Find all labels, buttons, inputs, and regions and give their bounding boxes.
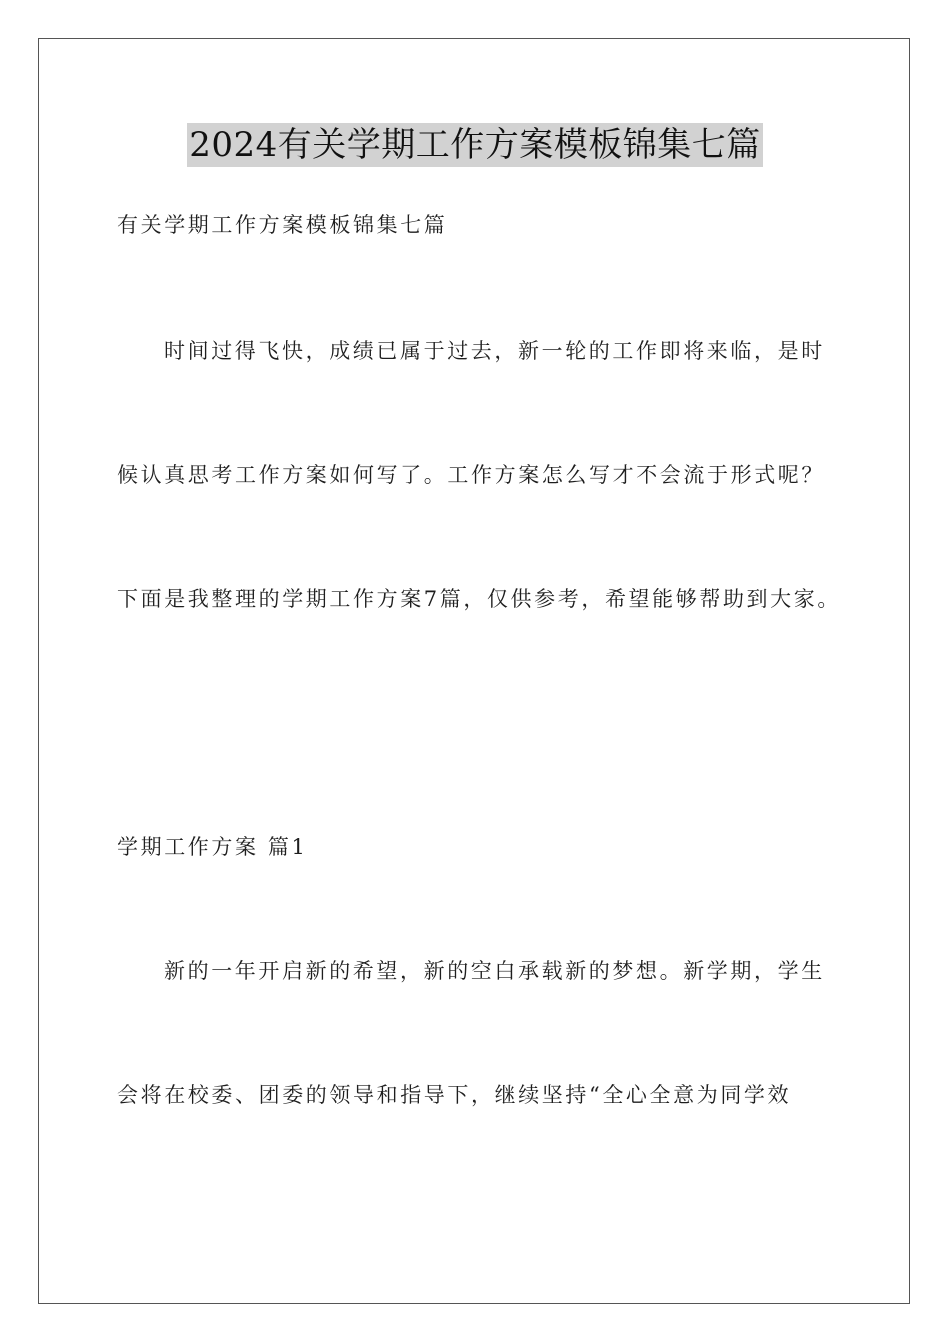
title-container bbox=[0, 123, 950, 167]
intro-line-3: 下面是我整理的学期工作方案7篇，仅供参考，希望能够帮助到大家。 bbox=[117, 587, 841, 611]
intro-line-1: 时间过得飞快，成绩已属于过去，新一轮的工作即将来临，是时 bbox=[164, 339, 825, 363]
section-heading: 学期工作方案 篇1 bbox=[117, 835, 308, 859]
intro-line-2: 候认真思考工作方案如何写了。工作方案怎么写才不会流于形式呢？ bbox=[117, 463, 825, 487]
document-subtitle: 有关学期工作方案模板锦集七篇 bbox=[117, 213, 448, 237]
document-title: 2024有关学期工作方案模板锦集七篇 bbox=[189, 125, 761, 165]
section-line-2: 会将在校委、团委的领导和指导下，继续坚持“全心全意为同学效 bbox=[117, 1083, 792, 1107]
section-line-1: 新的一年开启新的希望，新的空白承载新的梦想。新学期，学生 bbox=[164, 959, 825, 983]
